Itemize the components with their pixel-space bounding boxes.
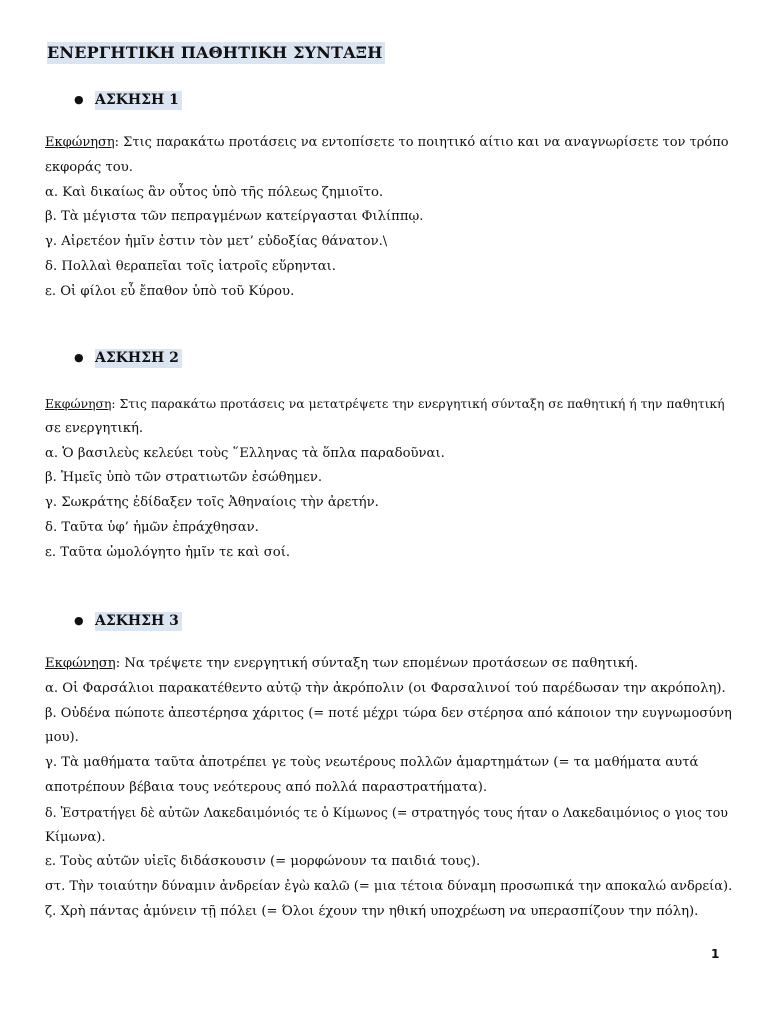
exercise-2-instruction <box>45 392 735 417</box>
exercise-item-continuation: Κίμωνα). <box>45 829 106 845</box>
instruction-text: : Στις παρακάτω προτάσεις να εντοπίσετε το ποιητικό αίτιο και να αναγνωρίσετε τον τρόπο <box>114 135 729 150</box>
exercise-item: ζ. Χρὴ πάντας ἀμύνειν τῇ πόλει (= Όλοι έχουν την ηθική υποχρέωση να υπερασπίζουν την πόλη). <box>45 903 699 919</box>
instruction-text: : Να τρέψετε την ενεργητική σύνταξη των επομένων προτάσεων σε παθητική. <box>115 656 639 671</box>
bullet-icon: ● <box>74 351 84 364</box>
exercise-item: γ. Σωκράτης ἐδίδαξεν τοῖς Ἀθηναίοις τὴν ἀρετήν. <box>45 495 379 511</box>
exercise-1-instruction <box>45 131 735 156</box>
exercise-item: α. Οἱ Φαρσάλιοι παρακατέθεντο αὐτῷ τὴν ἀκρόπολιν (οι Φαρσαλινοί τού παρέδωσαν την ακρόπολη). <box>45 680 726 696</box>
instruction-continuation: εκφοράς του. <box>45 159 133 175</box>
exercise-item: δ. Ταῦτα ὑφ’ ἡμῶν ἐπράχθησαν. <box>45 519 259 535</box>
exercise-item: γ. Αἱρετέον ἡμῖν ἐστιν τὸν μετ’ εὐδοξίας θάνατον.\ <box>45 234 388 250</box>
exercise-2-heading <box>74 350 182 366</box>
exercise-item: ε. Τοὺς αὐτῶν υἱεῖς διδάσκουσιν (= μορφώνουν τα παιδιά τους). <box>45 854 481 870</box>
exercise-1-heading <box>74 92 182 108</box>
exercise-3-label: ΑΣΚΗΣΗ 3 <box>95 612 182 631</box>
exercise-item: ε. Οἱ φίλοι εὖ ἔπαθον ὑπὸ τοῦ Κύρου. <box>45 283 295 299</box>
instruction-text: : Στις παρακάτω προτάσεις να μετατρέψετε την ενεργητική σύνταξη σε παθητική ή την παθητική <box>111 396 725 411</box>
instruction-label: Εκφώνηση <box>45 656 116 671</box>
exercise-2-body <box>45 392 735 566</box>
exercise-item-continuation: μου). <box>45 730 79 746</box>
exercise-item: δ. Πολλαὶ θεραπεῖαι τοῖς ἰατροῖς εὕρηνται. <box>45 258 336 274</box>
exercise-item: β. Οὐδένα πώποτε ἀπεστέρησα χάριτος (= ποτέ μέχρι τώρα δεν στέρησα από κάποιον την ευγνωμοσύνη <box>45 705 732 721</box>
exercise-item: στ. Τὴν τοιαύτην δύναμιν ἀνδρείαν ἐγὼ καλῶ (= μια τέτοια δύναμη προσωπικά την αποκαλώ ανδρεία). <box>45 879 733 895</box>
exercise-3-instruction <box>45 652 735 677</box>
exercise-item: α. Ὁ βασιλεὺς κελεύει τοὺς ῞Ελληνας τὰ ὅπλα παραδοῦναι. <box>45 445 445 461</box>
instruction-label: Εκφώνηση <box>45 135 115 150</box>
exercise-1-body <box>45 131 735 305</box>
exercise-item: ε. Ταῦτα ὡμολόγητο ἡμῖν τε καὶ σοί. <box>45 544 291 560</box>
exercise-3-heading <box>74 613 182 629</box>
exercise-1-label: ΑΣΚΗΣΗ 1 <box>95 91 182 110</box>
exercise-item: β. Τὰ μέγιστα τῶν πεπραγμένων κατείργασται Φιλίππῳ. <box>45 209 424 225</box>
exercise-3-body <box>45 652 735 925</box>
instruction-label: Εκφώνηση <box>45 396 112 411</box>
exercise-item-continuation: αποτρέπουν βέβαια τους νεότερους από πολλά παραστρατήματα). <box>45 779 488 795</box>
bullet-icon: ● <box>74 614 84 627</box>
exercise-item: γ. Τὰ μαθήματα ταῦτα ἀποτρέπει γε τοὺς νεωτέρους πολλῶν ἁμαρτημάτων (= τα μαθήματα αυτά <box>45 755 699 771</box>
exercise-item: δ. Ἐστρατήγει δὲ αὐτῶν Λακεδαιμόνιός τε ὁ Κίμωνος (= στρατηγός τους ήταν ο Λακεδαιμόνιος ο γιος του <box>45 804 728 820</box>
exercise-item: α. Καὶ δικαίως ἂν οὗτος ὑπὸ τῆς πόλεως ζημιοῖτο. <box>45 184 384 200</box>
instruction-continuation: σε ενεργητική. <box>45 420 144 436</box>
document-title: ΕΝΕΡΓΗΤΙΚΗ ΠΑΘΗΤΙΚΗ ΣΥΝΤΑΞΗ <box>47 43 383 62</box>
exercise-2-label: ΑΣΚΗΣΗ 2 <box>95 349 182 368</box>
bullet-icon: ● <box>74 93 84 106</box>
exercise-item: β. Ἡμεῖς ὑπὸ τῶν στρατιωτῶν ἐσώθημεν. <box>45 470 323 486</box>
page-number: 1 <box>711 947 720 961</box>
